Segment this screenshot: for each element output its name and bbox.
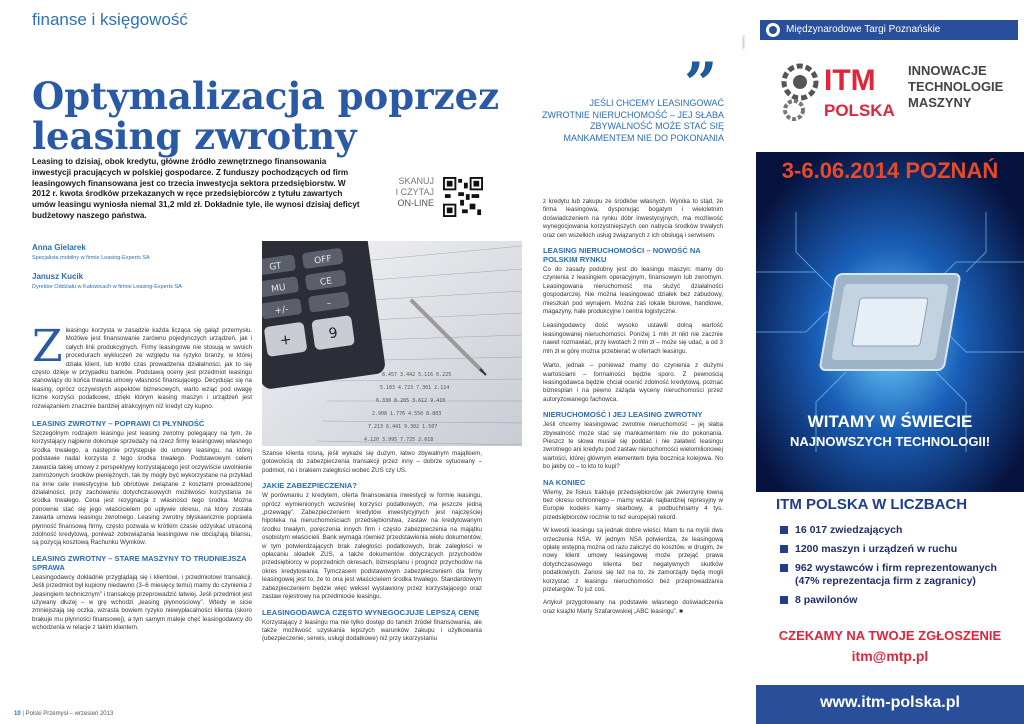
paragraph: Wiemy, że fiskus traktuje przedsiębiorców jak zwierzynę łowną bez okresu ochronnego – mamy wszak najbardziej represyjny w Europie kodeks karny skarbowy, a podbuchniamy 4 tys. przedsiębiorców rocznie to też europejski rekord. bbox=[543, 488, 723, 521]
subheading: LEASING NIERUCHOMOŚCI – NOWOŚĆ NA POLSKIM RYNKU bbox=[543, 246, 701, 265]
bullet-icon bbox=[780, 596, 788, 604]
mtp-logo-icon bbox=[766, 23, 780, 37]
side-strip-text: reklama bbox=[740, 35, 746, 50]
qr-code-icon[interactable] bbox=[443, 177, 483, 217]
key-gt: GT bbox=[268, 261, 283, 273]
stat-item bbox=[780, 562, 997, 574]
event-date: 3-6.06.2014 POZNAŃ bbox=[781, 158, 999, 183]
paragraph: W porównaniu z kredytem, oferta finansowania inwestycji w formie leasingu, oprócz wymienionych wcześniej korzyści podatkowych, ma jeszcze jedną „przewagę”. Zabezpieczeniem kredytów inwestycyjnych jest najczęściej hipoteka na nieruchomościach przedsiębiorstwa, zastaw na kredytowanym środku trwałym, poręczenia innych firm i często zabezpieczenia na majątku osobistym właścicieli. Bank wymaga również przedstawienia wielu dokumentów, w tym potwierdzających brak zaległości podatkowych, brak zaległości w opłacaniu składek ZUS, a także dokumentów dotyczących przychodów przedsiębiorcy w poprzednich okresach, biznesplanu i prognoz przychodów na okres kredytowania. Tymczasem podstawowym zabezpieczeniem dla firmy leasingowej jest to, że to ona jest właścicielem środka trwałego. Standardowym zabezpieczeniem będzie więc weksel wystawiony przez korzystającego oraz zastaw rejestrowy na przedmiocie leasingu. bbox=[262, 492, 482, 601]
qr-caption-line-1: SKANUJ bbox=[398, 176, 434, 186]
column-2 bbox=[262, 450, 482, 644]
ad-top-bar-text: Międzynarodowe Targi Poznańskie bbox=[786, 24, 941, 35]
ad-cta bbox=[756, 628, 1024, 664]
stat-number: 8 bbox=[795, 594, 801, 606]
welcome-line-1: WITAMY W ŚWIECIE bbox=[807, 412, 973, 431]
paragraph: Leasingodawcy dokładnie przyglądają się i klientowi, i przedmiotowi transakcji. Jeśli przedmiot był kupiony niedawno (3–6 miesięcy temu) mamy do czynienia z „leasingiem technicznym” i transakcję przeprowadzić łatwiej. Jeśli przedmiot jest używany dłużej – w grę wchodzi „leasing płynnościowy”. Wtedy w sicie zmniejszają się oczka, wzrasta bowiem ryzyko niewypłacalności klienta (skoro brakuje mu płynności finansowej), a tym samym maleje chęć leasingodawcy do wchodzenia w relacje z takim klientem. bbox=[32, 573, 252, 632]
svg-text:7.213 6.441 9.302 1.507: 7.213 6.441 9.302 1.507 bbox=[368, 424, 438, 430]
paragraph: z kredytu lub zakupu ze środków własnych. Wynika to stąd, że firma leasingowa, dysponując bogatym i wieloletnim doświadczeniem na rynku dóbr inwestycyjnych, ma możliwość wynegocjowania korzystniejszych cen nabycia środków trwałych oraz cen wszelkich usług związanych z ich obsługą i serwisem. bbox=[543, 198, 723, 239]
side-strip bbox=[740, 0, 754, 724]
cta-text: CZEKAMY NA TWOJE ZGŁOSZENIE bbox=[778, 628, 1002, 643]
stat-text: maszyn i urządzeń w ruchu bbox=[818, 543, 958, 555]
qr-caption-line-3: ON-LINE bbox=[397, 198, 434, 208]
key-mu: MU bbox=[270, 282, 287, 295]
paragraph: W kwestii leasingu są jednak dobre wieści. Mam tu na myśli dwa orzeczenia NSA. W jednym NSA potwierdza, że leasingową opłatę wstępną można od razu zaliczyć do kosztów, w drugim, że nowy klient umowy leasingowej może przejąć prawa dotychczasowego klienta bez negatywnych skutków podatkowych. Zanosi się też na to, że zamorządy będą mogli korzystać z leasingu nieruchomości bez przeprowadzania przetargów. To już coś. bbox=[543, 527, 723, 594]
intro-paragraph bbox=[32, 321, 252, 411]
key-minus: – bbox=[326, 298, 333, 310]
subheading: NIERUCHOMOŚĆ I JEJ LEASING ZWROTNY bbox=[543, 410, 703, 420]
author-name: Anna Gielarek bbox=[32, 243, 86, 252]
subheading: LEASING ZWROTNY – STARE MASZYNY TO TRUDNIEJSZA SPRAWA bbox=[32, 553, 247, 572]
paragraph: Szanse klienta rosną, jeśli wykaże się dużym, łatwo zbywalnym majątkiem, gotowością do zabezpieczenia transakcji przez inny – dobrze sytuowany – podmiot, no i brakiem zaległości wobec ZUS czy US. bbox=[262, 450, 482, 474]
column-3 bbox=[543, 198, 723, 616]
author-role: Dyrektor Oddziału w Katowicach w firmie Leasing-Experts SA bbox=[32, 284, 182, 290]
title-line-2: leasing zwrotny bbox=[32, 114, 357, 158]
publication-name: Polski Przemysł – wrzesień 2013 bbox=[25, 711, 114, 717]
logo-polska-text: POLSKA bbox=[824, 101, 895, 120]
bullet-icon bbox=[780, 526, 788, 534]
stat-text: zwiedzających bbox=[827, 524, 903, 536]
title-line-1: Optymalizacja poprzez bbox=[32, 74, 500, 118]
subheading: JAKIE ZABEZPIECZENIA? bbox=[262, 481, 357, 491]
author-2 bbox=[32, 272, 252, 290]
subheading: NA KONIEC bbox=[543, 477, 586, 487]
section-label: finanse i księgowość bbox=[32, 10, 188, 29]
authors bbox=[32, 243, 252, 290]
pull-quote: JEŚLI CHCEMY LEASINGOWAĆ ZWROTNIE NIERUCHOMOŚĆ – JEJ SŁABA ZBYWALNOŚĆ MOŻE STAĆ SIĘ MANKAMENTEM NIE DO POKONANIA bbox=[541, 98, 724, 143]
key-ce: CE bbox=[319, 276, 333, 288]
cta-email-link[interactable]: itm@mtp.pl bbox=[851, 648, 929, 664]
svg-text:6.330 8.205 3.612 9.410: 6.330 8.205 3.612 9.410 bbox=[376, 398, 446, 404]
svg-text:2.908 1.776 4.550 8.803: 2.908 1.776 4.550 8.803 bbox=[372, 411, 442, 417]
welcome-line-2: NAJNOWSZYCH TECHNOLOGII! bbox=[789, 434, 991, 449]
drop-cap: Z bbox=[32, 321, 63, 372]
stats-title: ITM POLSKA W LICZBACH bbox=[776, 496, 968, 513]
qr-caption bbox=[382, 176, 434, 209]
logo-itm-text: ITM bbox=[824, 64, 876, 97]
author-name: Janusz Kucik bbox=[32, 272, 84, 281]
itm-logo-icon bbox=[778, 60, 902, 122]
stat-number: 16 017 bbox=[795, 524, 828, 536]
ad-welcome bbox=[756, 412, 1024, 449]
author-1 bbox=[32, 243, 252, 261]
logo-slogan bbox=[908, 63, 1003, 111]
article-title bbox=[32, 76, 502, 156]
svg-text:4.120 3.995 7.725 2.018: 4.120 3.995 7.725 2.018 bbox=[364, 437, 434, 443]
stat-item bbox=[780, 594, 857, 606]
bullet-icon bbox=[780, 564, 788, 572]
page-number: 10 bbox=[14, 711, 21, 717]
svg-text:8.457 3.442 5.116 6.225: 8.457 3.442 5.116 6.225 bbox=[382, 372, 452, 378]
key-sign: +/- bbox=[274, 304, 290, 317]
subheading: LEASING ZWROTNY – POPRAWI CI PŁYNNOŚĆ bbox=[32, 419, 205, 429]
paragraph: Co do zasady podobny jest do leasingu maszyn: mamy do czynienia z leasingiem operacyjnym, finansowym lub zwrotnym. Leasingowana nieruchomość ma służyć działalności gospodarczej. Nie można leasingować działek bez zabudowy, mieszkań pod wynajem. Można zaś lokale biurowe, handlowe, magazyny, hale produkcyjne i centra logistyczne. bbox=[543, 266, 723, 316]
bullet-icon bbox=[780, 545, 788, 553]
author-role: Specjalista mobilny w firmie Leasing-Experts SA bbox=[32, 255, 150, 261]
stat-note: (47% reprezentacja firm z zagranicy) bbox=[795, 575, 976, 587]
stat-number: 1200 bbox=[795, 543, 819, 555]
qr-caption-line-2: I CZYTAJ bbox=[395, 187, 434, 197]
column-1 bbox=[32, 321, 252, 633]
calculator-photo bbox=[262, 241, 522, 446]
quote-mark-icon: ” bbox=[684, 50, 718, 118]
stat-item bbox=[780, 543, 957, 555]
paragraph: Szczególnym rodzajem leasingu jest leasing zwrotny polegający na tym, że korzystający najpierw dokonuje sprzedaży na rzecz firmy leasingowej własnego środka trwałego, a następnie przystępuje do umowy leasingu, na której podstawie nadal korzysta z tego środka trwałego. Podstawowym celem zawarcia takiej umowy z perspektywy korzystającego jest oczywiście uwolnienie zamrożonych środków pieniężnych, tak by mogły być wykorzystane na przykład na inne cele inwestycyjne lub obrotowe związane z kosztami prowadzonej działalności, przy zachowaniu dotychczasowych możliwości korzystania ze środka trwałego. Cena jest rezygnacja z własności tego środka. Można ponownie stać się jego właścicielem po upływie okresu, na który została zawarta umowa leasingu zwrotnego. Leasing zwrotny błyskawicznie poprawia płynność finansową firmy, często pozwala w krótkim czasie odzyskać utraconą zdolność kredytową, poniważ zobowiązania leasingowe nie obciążają bilansu, są pozycją kosztową Rachunku Wyników. bbox=[32, 430, 252, 547]
stat-text: wystawców i firm reprezentowanych bbox=[812, 562, 997, 574]
stat-text: pawilonów bbox=[800, 594, 858, 606]
paragraph: Korzystający z leasingu ma nie tylko dostęp do tanich źródeł finansowania, ale także możliwość uzyskania lepszych warunków zakupu i użytkowania (ubezpieczenie, serwis, usługi dodatkowe) niż przy skorzystaniu bbox=[262, 618, 482, 643]
logo-slogan-line: TECHNOLOGIE bbox=[908, 79, 1004, 94]
intro-text: leasingu korzysta w zasadzie każda licząca się gałąź przemysłu. Możliwe jest finansowanie zarówno pojedynczych urządzeń, jak i całych linii produkcyjnych. Firmy leasingowe nie stosują w swoich procedurach wykluczeń ze względu na ryzyko branży, w której działa klient, lub krótki czas prowadzenia działalności, jak to się często dzieje w przypadku banków. Podstawą oceny jest przedmiot leasingu stanowiący do końca trwania umowy własność finansującego. Decydując się na leasing, oprócz oczywistych aspektów biznesowych, warto wziąć pod uwagę liczne korzyści podatkowe, dzięki którym leasing maszyn i urządzeń jest rozwiązaniem znacznie bardziej atrakcyjnym niż kredyt czy kupno. bbox=[32, 327, 252, 410]
svg-text:5.183 4.723 7.301 2.114: 5.183 4.723 7.301 2.114 bbox=[380, 385, 450, 391]
paragraph: Leasingodawcy dość wysoko ustawili dolną wartość leasingowanej nieruchomości. Poniżej 1 mln zł nikt nie zacznie nawet rozmawiać, przy kwotach 2 mln zł – może się udać, a od 3 mln zł w górę można przebierać w ofertach leasingu. bbox=[543, 322, 723, 355]
ad-top-bar bbox=[760, 20, 1018, 40]
stat-item bbox=[780, 524, 902, 536]
key-nine: 9 bbox=[327, 325, 339, 343]
logo-slogan-line: MASZYNY bbox=[908, 95, 972, 110]
ad-url-link[interactable]: www.itm-polska.pl bbox=[756, 685, 1024, 724]
logo-slogan-line: INNOWACJE bbox=[908, 63, 987, 78]
page-footer: 10 | Polski Przemysł – wrzesień 2013 bbox=[14, 711, 114, 717]
paragraph: Jeśli chcemy leasingować zwrotnie nieruchomość – jej słaba zbywalność może stać się mankamentem nie do pokonania. Pieszcz te słowa musiał się poddać i nie załatwić leasingu zwrotnego ani kredytu pod zastaw nieruchomości wielomilionowej wartości, której głównym elementem była bocznica kolejowa. No bo jakby co – to kto to kupi? bbox=[543, 421, 723, 471]
key-off: OFF bbox=[313, 254, 333, 267]
stat-number: 962 bbox=[795, 562, 813, 574]
key-plus: + bbox=[278, 331, 293, 350]
article-lead: Leasing to dzisiaj, obok kredytu, główne źródło zewnętrznego finansowania inwestycji pracujących w polskiej gospodarce. Z funduszy pochodzących od firm leasingowych finansowana jest co trzecia inwestycja sektora przedsiębiorstw. W 2012 r. kwota środków przekazanych w ręce przedsiębiorców z tytułu zawartych umów leasingu wyniosła niemal 31,2 mld zł. Dokładnie tyle, ile wynosi dzisiaj deficyt budżetowy naszego państwa. bbox=[32, 157, 360, 220]
subheading: LEASINGODAWCA CZĘSTO WYNEGOCJUJE LEPSZĄ CENĘ bbox=[262, 607, 480, 617]
paragraph: Artykuł przygotowany na podstawie własnego doświadczenia oraz książki Marty Szafarowskiej „ABC leasingu”. ■ bbox=[543, 599, 723, 615]
paragraph: Warto, jednak – ponieważ mamy do czynienia z dużymi wartościami – formalności będzie sporo. Z pewnością leasingodawca będzie chciał ocenić zdolność kredytową, poznać biznesplan i na pewno zażąda wyceny nieruchomości przez autoryzowanego fachowca. bbox=[543, 362, 723, 403]
